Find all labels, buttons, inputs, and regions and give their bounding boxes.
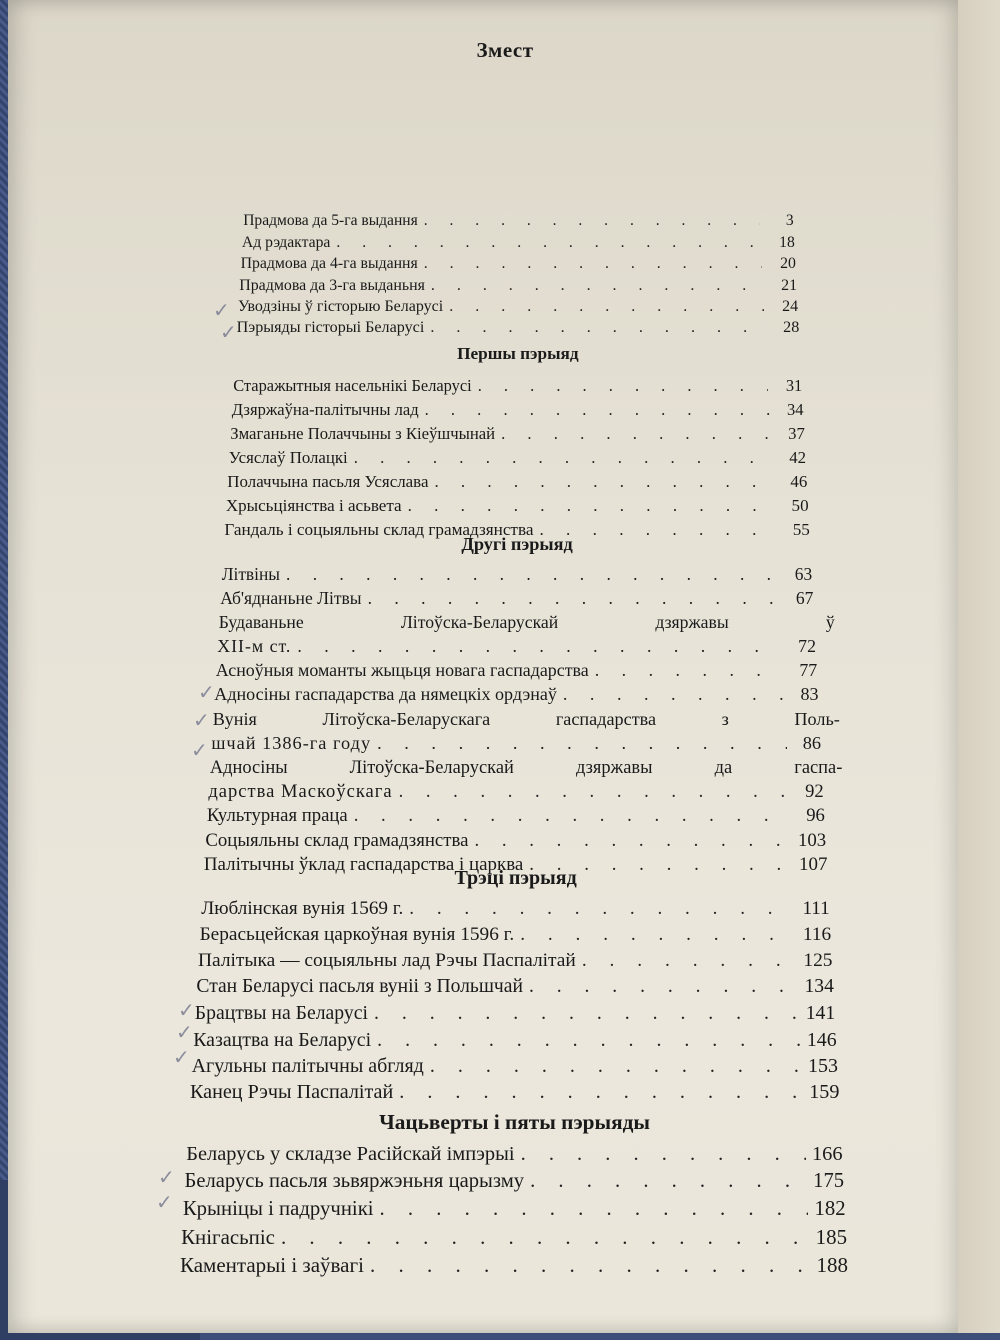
entry-page-number: 92	[805, 781, 824, 803]
toc-entry	[227, 472, 807, 492]
entry-title: Аб'яднаньне Літвы	[220, 587, 362, 608]
dot-leader	[377, 733, 787, 754]
dot-leader	[425, 400, 770, 420]
dot-leader	[595, 660, 784, 681]
pencil-checkmark-icon: ✓	[213, 298, 230, 322]
dot-leader	[424, 212, 760, 230]
entry-page-number: 77	[799, 659, 818, 680]
pencil-checkmark-icon: ✓	[191, 738, 208, 762]
dot-leader	[501, 424, 771, 444]
dot-leader	[297, 636, 782, 657]
entry-title: Усяслаў Полацкі	[228, 447, 348, 467]
entry-title: Хрысьціянства і асьвета	[225, 495, 402, 515]
entry-title: Полаччына пасьля Усяслава	[227, 471, 429, 491]
toc-entry	[211, 733, 821, 754]
toc-entry-line1: Вунія Літоўска-Беларускага гаспадарства з Поль-	[212, 708, 840, 729]
book-page	[8, 0, 958, 1333]
entry-title: Дзяржаўна-палітычны лад	[231, 399, 419, 419]
entry-page-number: 46	[790, 471, 808, 491]
toc-entry	[233, 376, 802, 396]
entry-page-number: 63	[794, 563, 813, 584]
toc-entry	[232, 400, 804, 420]
entry-title: Канец Рэчы Паспалітай	[189, 1080, 394, 1103]
dot-leader	[434, 472, 773, 492]
toc-entry	[185, 1170, 845, 1193]
entry-title: Прадмова да 4-га выдання	[240, 255, 418, 273]
entry-title: Уводзіны ў гісторыю Беларусі	[237, 297, 444, 315]
entry-title: Ад рэдактара	[241, 233, 331, 251]
entry-title: Пэрыяды гісторыі Беларусі	[236, 319, 425, 337]
toc-entry	[190, 1081, 839, 1104]
entry-title: Культурная праца	[206, 805, 348, 827]
dot-leader	[474, 830, 792, 852]
entry-page-number: 166	[811, 1142, 843, 1165]
toc-entry-line1: Будаваньне Літоўска-Беларускай дзяржавы ў	[218, 612, 835, 633]
toc-entry	[229, 448, 806, 468]
toc-entry	[195, 1002, 835, 1025]
entry-page-number: 18	[779, 233, 795, 251]
pencil-checkmark-icon: ✓	[193, 708, 210, 732]
toc-entry	[208, 781, 823, 803]
dot-leader	[380, 1198, 809, 1221]
dot-leader	[368, 588, 780, 609]
entry-title: Крыніцы і падручнікі	[182, 1197, 374, 1220]
entry-title: Берасьцейская царкоўная вунія 1596 г.	[199, 923, 515, 945]
dot-leader	[374, 1002, 800, 1025]
pencil-checkmark-icon: ✓	[173, 1045, 190, 1069]
toc-entry	[237, 319, 800, 337]
toc-entry	[214, 684, 818, 705]
pencil-checkmark-icon: ✓	[158, 1165, 175, 1189]
entry-page-number: 116	[802, 923, 832, 945]
pencil-checkmark-icon: ✓	[176, 1020, 193, 1044]
entry-title: Асноўныя моманты жыцьця новага гаспадарства	[215, 659, 589, 680]
dot-leader	[377, 1029, 801, 1052]
toc-entry	[181, 1225, 847, 1250]
toc-entry	[238, 298, 798, 316]
toc-entry	[217, 636, 816, 657]
entry-title: Гандаль і соцыяльны склад грамадзянства	[224, 520, 534, 539]
section-heading: Чацьверты і пяты пэрыяды	[379, 1109, 650, 1134]
dot-leader	[399, 1081, 803, 1104]
entry-page-number: 159	[809, 1080, 840, 1103]
entry-page-number: 42	[789, 447, 807, 467]
entry-title: Беларусь пасьля зьвяржэньня царызму	[184, 1170, 525, 1193]
dot-leader	[336, 234, 760, 252]
entry-title: Соцыяльны склад грамадзянства	[205, 829, 469, 851]
pencil-checkmark-icon: ✓	[198, 680, 215, 704]
section-heading: Другі пэрыяд	[461, 533, 573, 554]
entry-page-number: 103	[797, 829, 827, 851]
entry-page-number: 21	[781, 276, 798, 294]
entry-title: дарства Маскоўскага	[208, 781, 393, 803]
entry-title: Кнігасьпіс	[181, 1225, 275, 1250]
entry-page-number: 31	[785, 375, 803, 395]
toc-entry	[239, 277, 797, 295]
dot-leader	[530, 1170, 807, 1193]
entry-page-number: 55	[792, 520, 810, 539]
dot-leader	[520, 924, 797, 946]
entry-page-number: 125	[803, 950, 833, 972]
entry-page-number: 107	[799, 854, 828, 876]
entry-page-number: 134	[804, 976, 834, 998]
entry-title: Люблінская вунія 1569 г.	[201, 897, 404, 919]
dot-leader	[431, 277, 763, 295]
entry-title: Агульны палітычны абгляд	[191, 1054, 424, 1077]
entry-page-number: 72	[798, 635, 816, 656]
entry-page-number: 146	[806, 1028, 837, 1051]
entry-title: шчай 1386-га году	[211, 732, 372, 753]
entry-page-number: 175	[813, 1170, 845, 1193]
toc-entry	[230, 424, 805, 444]
toc-entry	[243, 212, 793, 230]
entry-page-number: 182	[814, 1197, 846, 1220]
dot-leader	[449, 298, 764, 316]
entry-page-number: 3	[785, 212, 794, 230]
entry-title: Палітыка — соцыяльны лад Рэчы Паспалітай	[198, 950, 576, 972]
dot-leader	[430, 319, 765, 337]
entry-page-number: 67	[795, 587, 814, 608]
toc-entry	[192, 1055, 838, 1078]
page-title: Змест	[476, 38, 534, 62]
entry-page-number: 50	[791, 495, 809, 515]
dot-leader	[478, 376, 769, 396]
entry-page-number: 111	[802, 897, 830, 919]
pencil-checkmark-icon: ✓	[220, 320, 237, 344]
entry-page-number: 188	[816, 1253, 848, 1278]
toc-entry	[241, 255, 796, 273]
entry-title: Брацтвы на Беларусі	[194, 1002, 368, 1025]
entry-title: Старажытныя насельнікі Беларусі	[233, 375, 472, 395]
entry-page-number: 34	[786, 399, 804, 419]
dot-leader	[408, 496, 775, 516]
toc-entry	[186, 1143, 842, 1166]
toc-entry	[196, 976, 834, 998]
dot-leader	[563, 684, 785, 705]
toc-entry-line1: Адносіны Літоўска-Беларускай дзяржавы да гаспа-	[209, 756, 843, 777]
entry-title: Беларусь у складзе Расійскай імпэрыі	[186, 1142, 515, 1165]
entry-page-number: 20	[780, 255, 796, 273]
toc-entry	[216, 660, 817, 681]
toc-entry	[201, 898, 830, 920]
dot-leader	[399, 781, 790, 803]
dot-leader	[370, 1253, 811, 1278]
entry-title: Прадмова да 3-га выданьня	[239, 276, 425, 294]
section-heading: Першы пэрыяд	[457, 343, 579, 363]
toc-entry	[242, 234, 795, 252]
toc-entry	[220, 588, 813, 609]
dot-leader	[354, 448, 772, 468]
entry-page-number: 24	[782, 297, 799, 315]
entry-page-number: 37	[788, 423, 805, 443]
entry-page-number: 141	[805, 1002, 836, 1025]
toc-entry	[200, 924, 832, 946]
entry-title: Адносіны гаспадарства да нямецкіх ордэнаў	[214, 684, 557, 705]
pencil-checkmark-icon: ✓	[178, 998, 195, 1022]
entry-title: Палітычны ўклад гаспадарства і царква	[203, 854, 524, 876]
dot-leader	[286, 564, 778, 585]
dot-leader	[582, 950, 798, 972]
entry-title: Казацтва на Беларусі	[193, 1028, 372, 1051]
toc-entry	[183, 1198, 846, 1221]
dot-leader	[424, 255, 762, 273]
entry-title: XII-м ст.	[217, 635, 292, 656]
toc-entry	[205, 830, 826, 852]
section-heading: Трэці пэрыяд	[454, 866, 577, 889]
entry-title: Літвіны	[221, 563, 281, 584]
toc-entry	[226, 496, 809, 516]
dot-leader	[529, 976, 799, 998]
entry-title: Прадмова да 5-га выдання	[243, 212, 418, 230]
entry-page-number: 28	[783, 319, 800, 337]
dot-leader	[354, 805, 791, 827]
entry-title: Змаганьне Полаччыны з Кіеўшчынай	[230, 423, 496, 443]
entry-page-number: 96	[806, 805, 825, 827]
entry-page-number: 83	[800, 684, 819, 705]
entry-page-number: 185	[815, 1225, 848, 1250]
dot-leader	[521, 1143, 806, 1166]
dot-leader	[430, 1055, 802, 1078]
entry-page-number: 86	[802, 732, 822, 753]
toc-entry	[198, 950, 833, 972]
entry-title: Каментарыі і заўвагі	[180, 1253, 364, 1278]
toc-entry	[207, 805, 825, 827]
toc-entry	[180, 1253, 848, 1278]
dot-leader	[409, 898, 795, 920]
toc-entry	[222, 564, 812, 585]
entry-page-number: 153	[808, 1054, 839, 1077]
toc-entry	[193, 1029, 836, 1052]
pencil-checkmark-icon: ✓	[156, 1190, 173, 1214]
dot-leader	[281, 1225, 810, 1250]
entry-title: Стан Беларусі пасьля вуніі з Польшчай	[196, 976, 523, 998]
